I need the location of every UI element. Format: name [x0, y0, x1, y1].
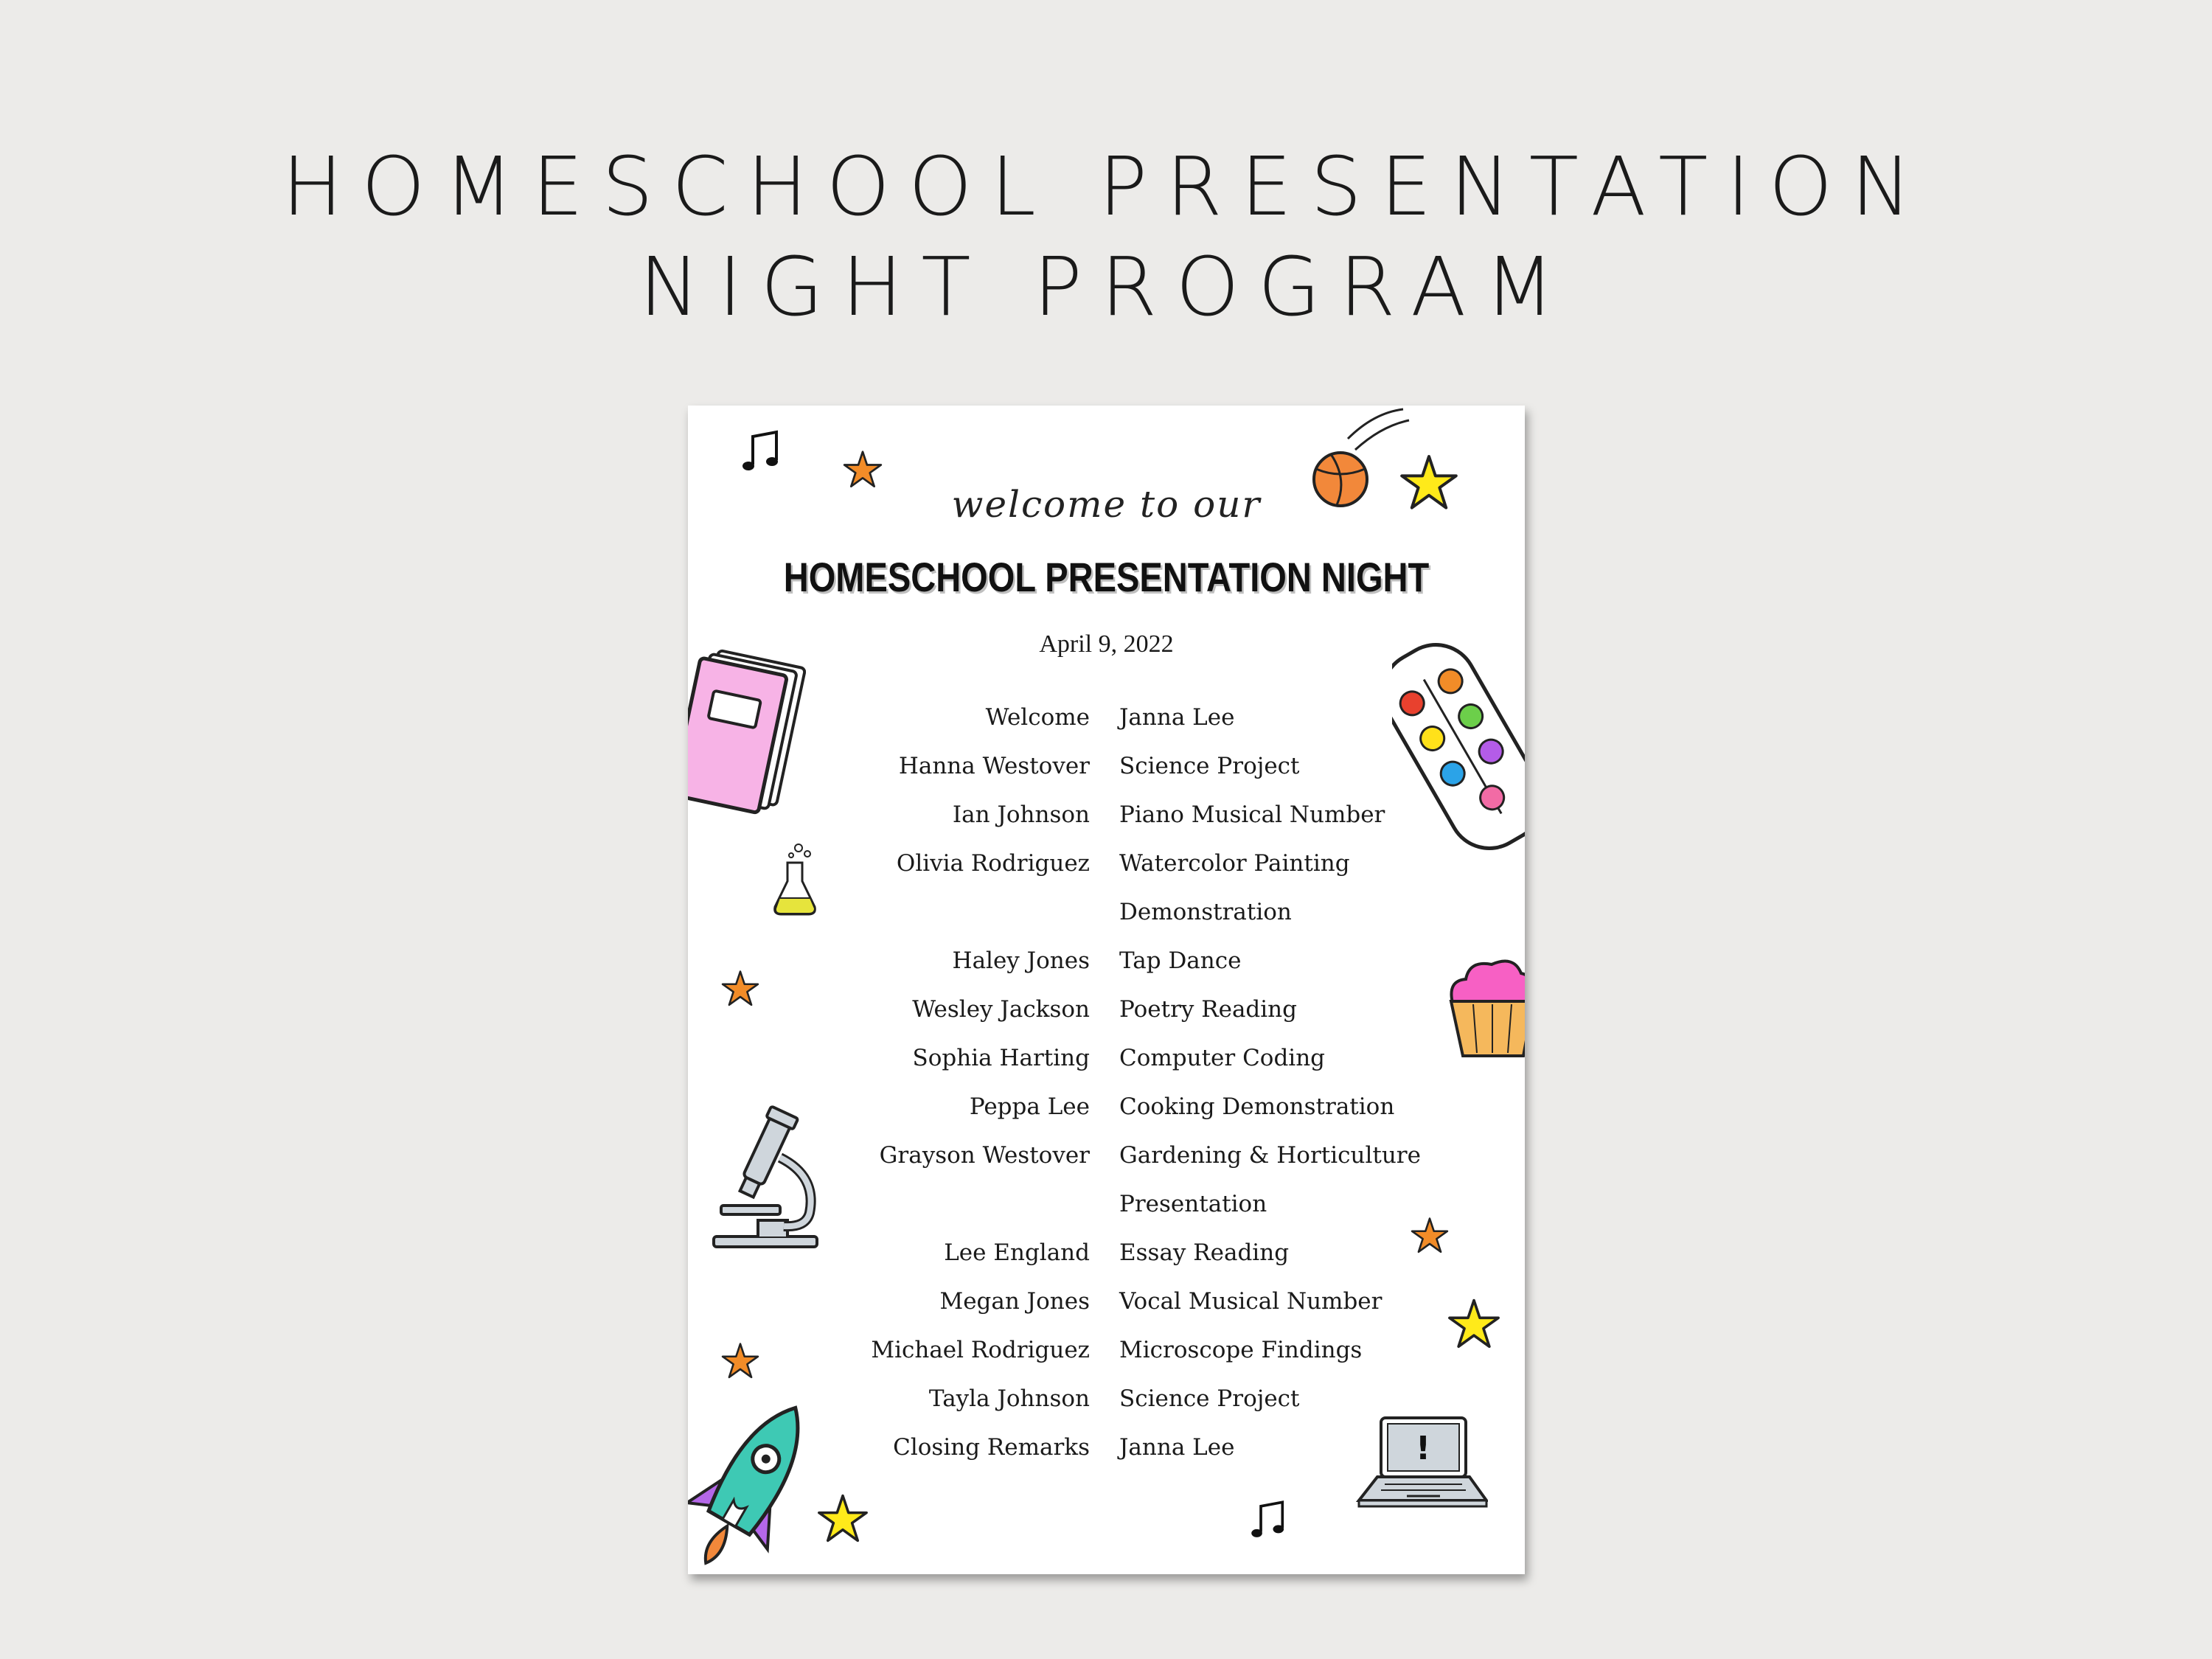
- flask-icon: [769, 841, 821, 922]
- presentation: Science Project: [1119, 1385, 1300, 1412]
- presentation: Microscope Findings: [1119, 1337, 1363, 1363]
- page-headline: [0, 136, 2212, 337]
- star-icon: [843, 450, 883, 490]
- notebook-icon: [688, 638, 806, 822]
- program-row: [688, 1045, 1525, 1093]
- presenter: Lee England: [944, 1239, 1090, 1266]
- presenter: Olivia Rodriguez: [896, 850, 1090, 877]
- star-icon: [721, 970, 759, 1008]
- presentation: Poetry Reading: [1119, 996, 1297, 1023]
- star-icon: [1447, 1298, 1500, 1351]
- presenter: Sophia Harting: [912, 1045, 1090, 1071]
- presentation: Janna Lee: [1119, 1434, 1235, 1461]
- program-card: [688, 406, 1525, 1574]
- presentation: Gardening & Horticulture: [1119, 1142, 1421, 1169]
- presenter: Michael Rodriguez: [871, 1337, 1090, 1363]
- welcome-text: welcome to our: [951, 483, 1262, 526]
- paint-palette-icon: [1392, 623, 1525, 866]
- program-row: [688, 996, 1525, 1045]
- presenter: Wesley Jackson: [912, 996, 1090, 1023]
- presentation: Vocal Musical Number: [1119, 1288, 1382, 1315]
- svg-text:!: !: [1415, 1430, 1431, 1467]
- microscope-icon: [706, 1102, 832, 1257]
- presentation: Science Project: [1119, 753, 1300, 779]
- presenter: Megan Jones: [939, 1288, 1090, 1315]
- event-date: April 9, 2022: [1039, 630, 1174, 658]
- star-icon: [1411, 1217, 1449, 1255]
- presentation: Cooking Demonstration: [1119, 1093, 1395, 1120]
- cupcake-icon: [1444, 951, 1525, 1062]
- headline-line-2: NIGHT PROGRAM: [639, 240, 1573, 334]
- program-row: [688, 1288, 1525, 1337]
- presentation: Watercolor Painting: [1119, 850, 1350, 877]
- presenter: Hanna Westover: [898, 753, 1090, 779]
- presenter: Peppa Lee: [969, 1093, 1090, 1120]
- presenter: Welcome: [985, 704, 1090, 731]
- music-note-icon: [740, 426, 784, 478]
- presentation: Tap Dance: [1119, 947, 1242, 974]
- presenter: Ian Johnson: [952, 801, 1090, 828]
- presentation: Piano Musical Number: [1119, 801, 1385, 828]
- music-note-icon: [1248, 1497, 1290, 1544]
- star-icon: [721, 1342, 759, 1380]
- presenter: Tayla Johnson: [928, 1385, 1090, 1412]
- presentation: Demonstration: [1119, 899, 1292, 925]
- presentation: Janna Lee: [1119, 704, 1235, 731]
- laptop-icon: [1355, 1412, 1488, 1515]
- presentation: Presentation: [1119, 1191, 1267, 1217]
- presenter: Haley Jones: [952, 947, 1090, 974]
- presenter: Closing Remarks: [893, 1434, 1090, 1461]
- presentation: Computer Coding: [1119, 1045, 1326, 1071]
- headline-line-1: HOMESCHOOL PRESENTATION: [282, 139, 1930, 234]
- presenter: Grayson Westover: [879, 1142, 1090, 1169]
- program-row: [688, 1337, 1525, 1385]
- event-title: HOMESCHOOL PRESENTATION NIGHT: [783, 554, 1430, 600]
- star-icon: [817, 1493, 869, 1545]
- basketball-icon: [1278, 406, 1411, 516]
- program-row: [688, 947, 1525, 996]
- rocket-icon: [688, 1386, 817, 1574]
- presentation: Essay Reading: [1119, 1239, 1290, 1266]
